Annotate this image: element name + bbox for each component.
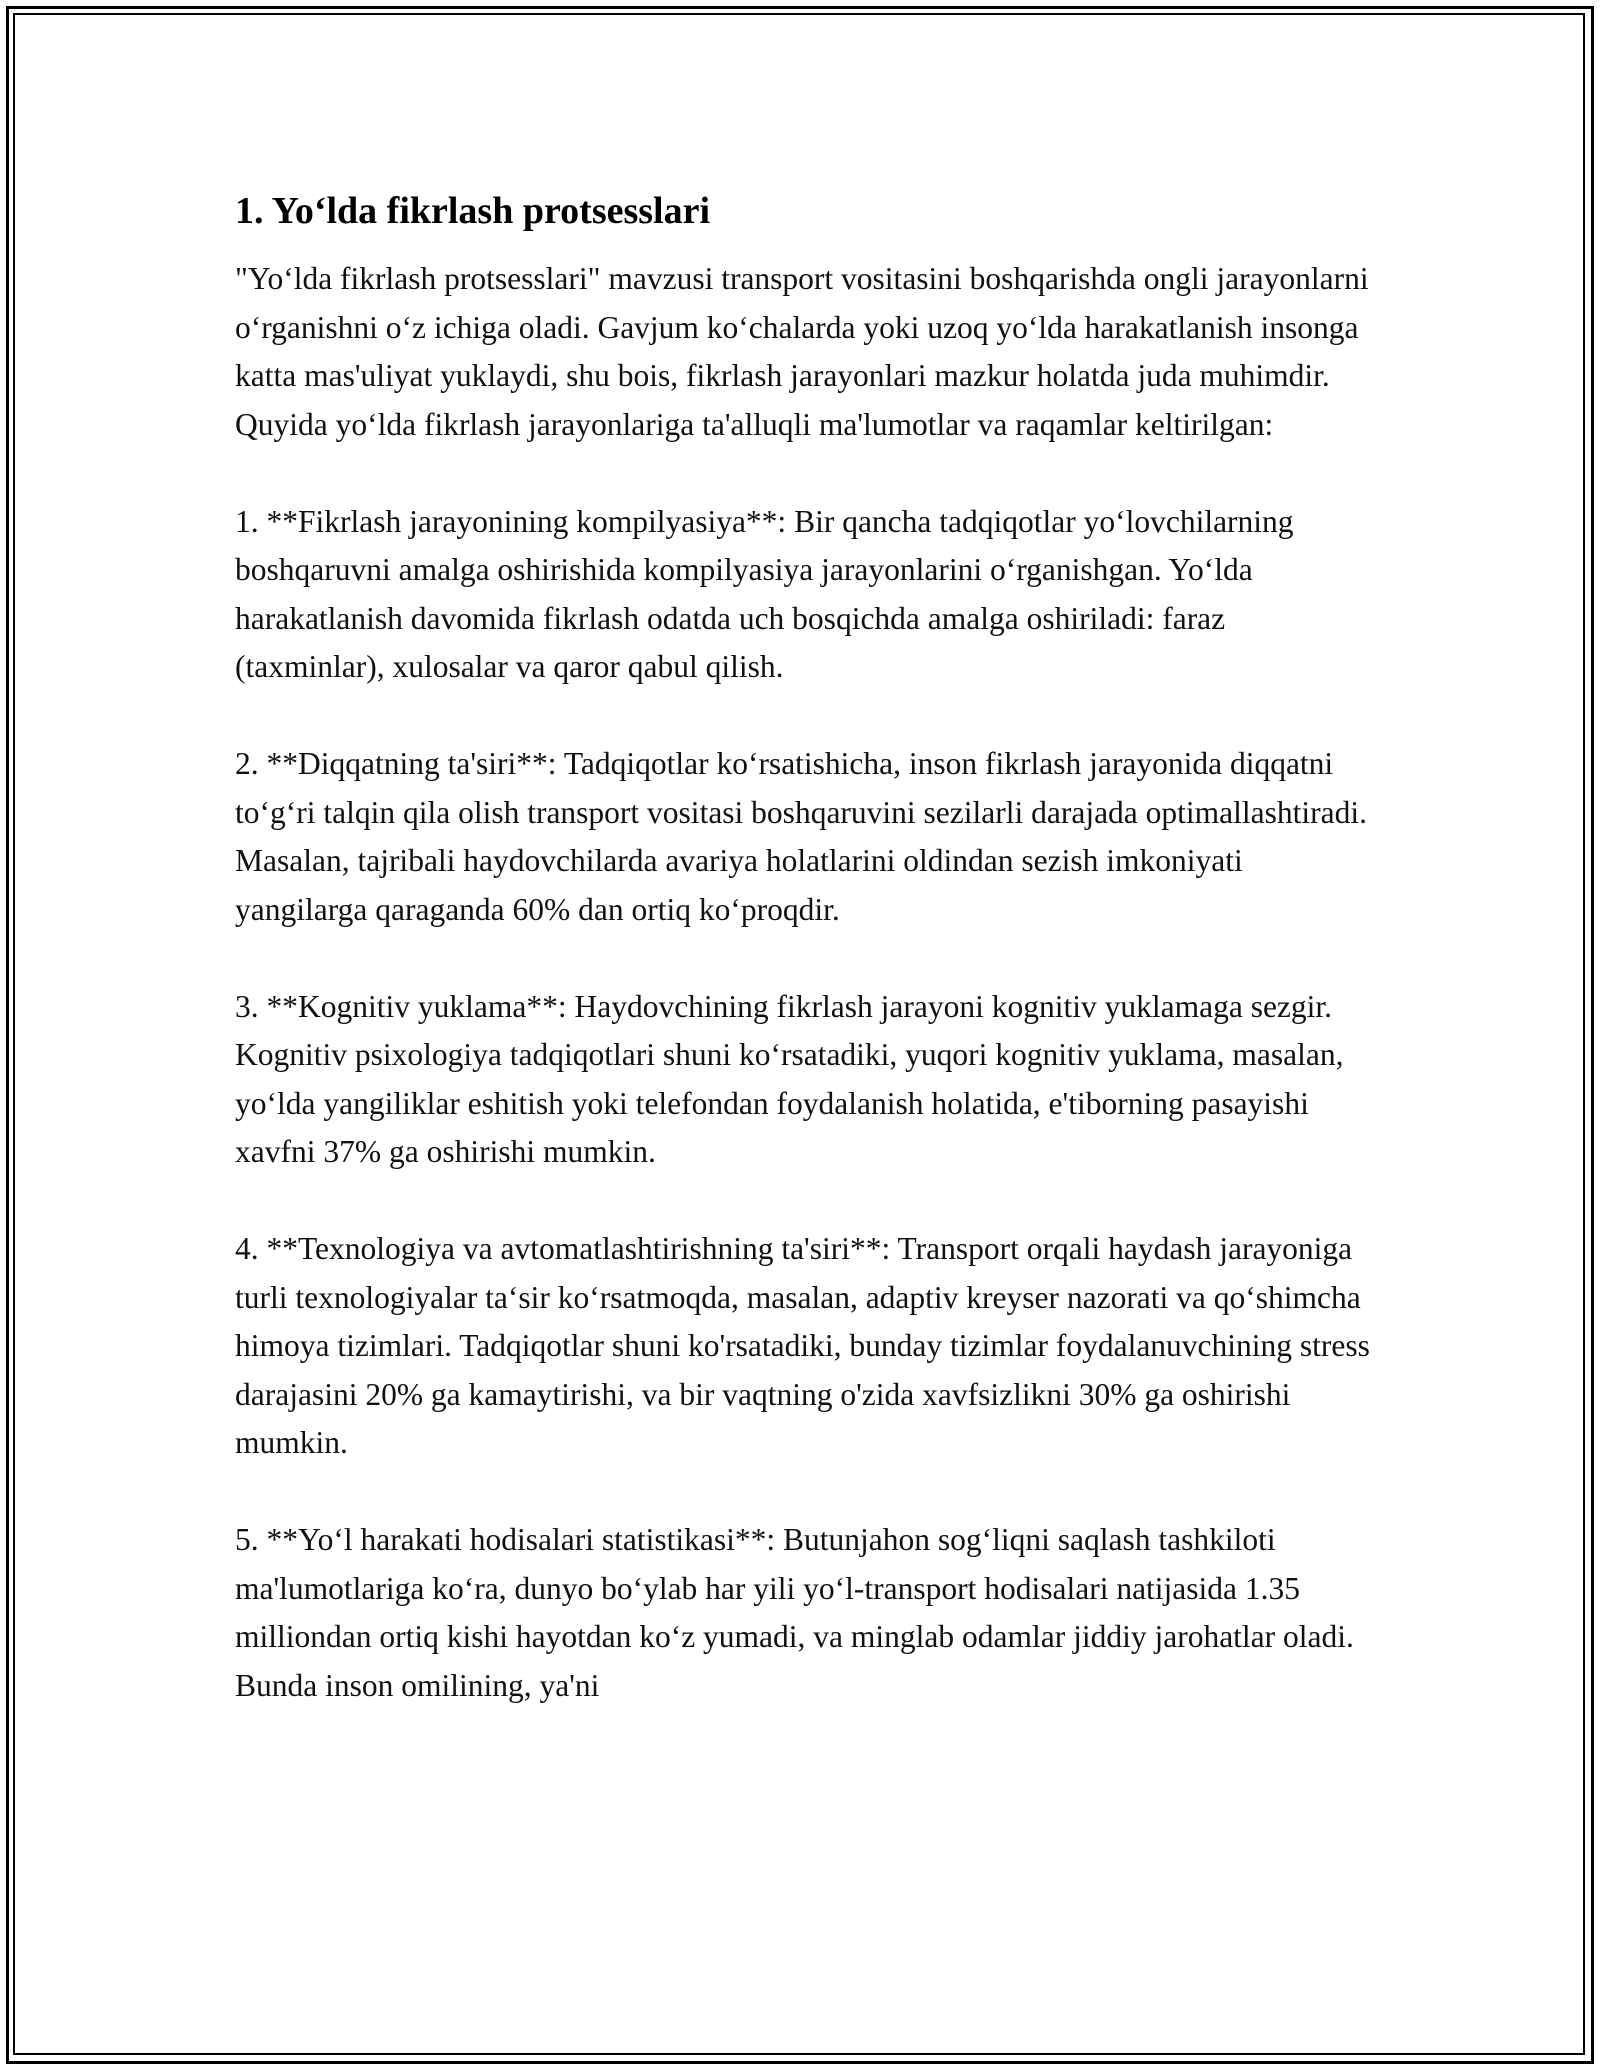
document-body (235, 187, 1375, 1759)
paragraph-item-3: 3. **Kognitiv yuklama**: Haydovchining fikrlash jarayoni kognitiv yuklamaga sezgir. Kognitiv psixologiya tadqiqotlari shuni ko‘rsatadiki, yuqori kognitiv yuklama, masalan, yo‘lda yangiliklar eshitish yoki telefondan foydalanish holatida, e'tiborning pasayishi xavfni 37% ga oshirishi mumkin. (235, 988, 1344, 1169)
paragraph-item-4: 4. **Texnologiya va avtomatlashtirishning ta'siri**: Transport orqali haydash jarayoniga turli texnologiyalar ta‘sir ko‘rsatmoqda, masalan, adaptiv kreyser nazorati va qo‘shimcha himoya tizimlari. Tadqiqotlar shuni ko'rsatadiki, bunday tizimlar foydalanuvchining stress darajasini 20% ga kamaytirishi, va bir vaqtning o'zida xavfsizlikni 30% ga oshirishi mumkin. (235, 1231, 1370, 1460)
document-title: 1. Yo‘lda fikrlash protsesslari (235, 190, 711, 232)
paragraph-item-5: 5. **Yo‘l harakati hodisalari statistikasi**: Butunjahon sog‘liqni saqlash tashkiloti ma'lumotlariga ko‘ra, dunyo bo‘ylab har yili yo‘l-transport hodisalari natijasida 1.35 milliondan ortiq kishi hayotdan ko‘z yumadi, va minglab odamlar jiddiy jarohatlar oladi. Bunda inson omilining, ya'ni (235, 1522, 1354, 1703)
paragraph-item-2: 2. **Diqqatning ta'siri**: Tadqiqotlar ko‘rsatishicha, inson fikrlash jarayonida diqqatni to‘g‘ri talqin qila olish transport vositasi boshqaruvini sezilarli darajada optimallashtiradi. Masalan, tajribali haydovchilarda avariya holatlarini oldindan sezish imkoniyati yangilarga qaraganda 60% dan ortiq ko‘proqdir. (235, 746, 1367, 927)
paragraph-item-1: 1. **Fikrlash jarayonining kompilyasiya**: Bir qancha tadqiqotlar yo‘lovchilarning boshqaruvni amalga oshirishida kompilyasiya jarayonlarini o‘rganishgan. Yo‘lda harakatlanish davomida fikrlash odatda uch bosqichda amalga oshiriladi: faraz (taxminlar), xulosalar va qaror qabul qilish. (235, 503, 1294, 684)
intro-paragraph: "Yo‘lda fikrlash protsesslari" mavzusi transport vositasini boshqarishda ongli jarayonlarni o‘rganishni o‘z ichiga oladi. Gavjum ko‘chalarda yoki uzoq yo‘lda harakatlanish insonga katta mas'uliyat yuklaydi, shu bois, fikrlash jarayonlari mazkur holatda juda muhimdir. Quyida yo‘lda fikrlash jarayonlariga ta'alluqli ma'lumotlar va raqamlar keltirilgan: (235, 261, 1369, 442)
